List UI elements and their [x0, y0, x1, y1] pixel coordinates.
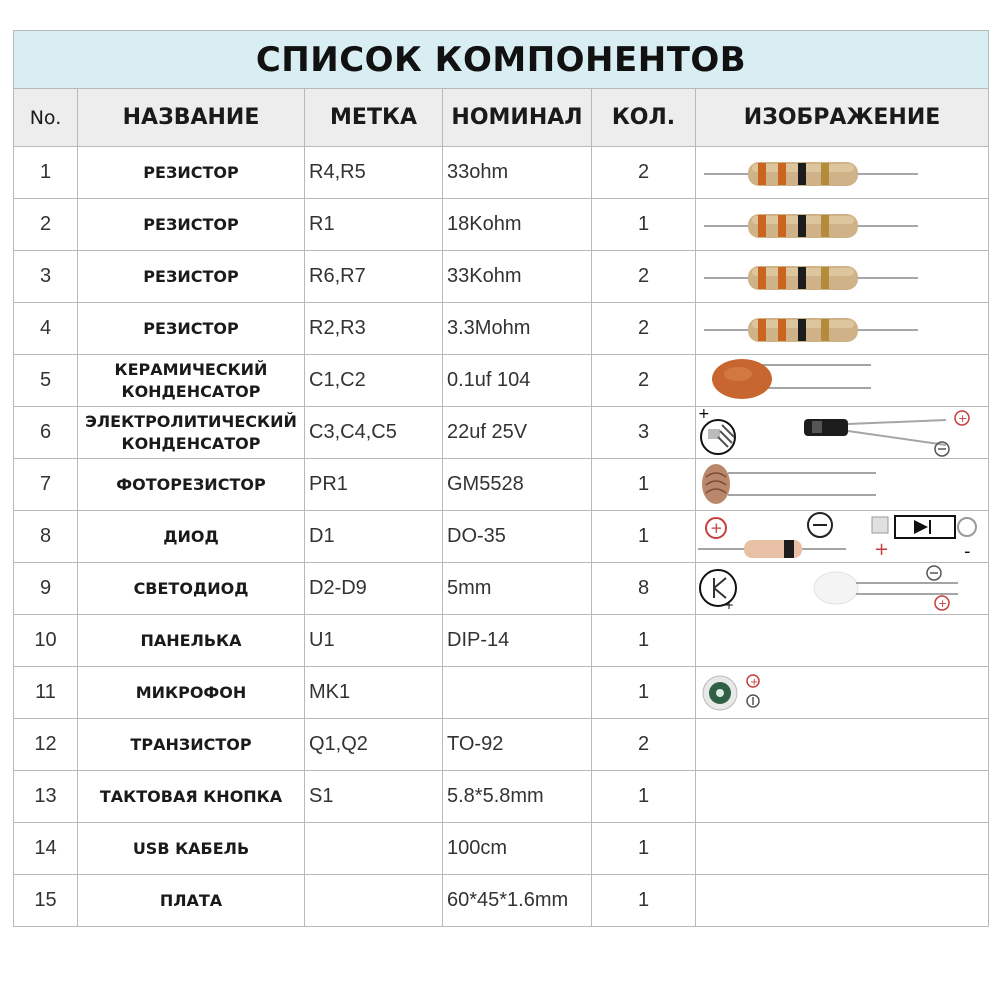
cell-value: 100cm — [443, 823, 592, 875]
cell-name: РЕЗИСТОР — [78, 303, 305, 355]
svg-text:+: + — [710, 519, 723, 537]
cell-value: 3.3Mohm — [443, 303, 592, 355]
svg-text:+: + — [938, 597, 948, 610]
cell-value: DIP-14 — [443, 615, 592, 667]
table-row — [14, 563, 989, 615]
cell-no: 12 — [14, 719, 78, 771]
cell-value: 33Kohm — [443, 251, 592, 303]
component-list — [13, 30, 988, 927]
cell-image — [696, 823, 989, 875]
table-row — [14, 251, 989, 303]
cell-name: МИКРОФОН — [78, 667, 305, 719]
led-icon — [696, 563, 988, 614]
cell-label: D2-D9 — [305, 563, 443, 615]
cell-qty: 1 — [592, 511, 696, 563]
cell-label: R6,R7 — [305, 251, 443, 303]
cell-name: USB КАБЕЛЬ — [78, 823, 305, 875]
cell-name: КЕРАМИЧЕСКИЙ КОНДЕНСАТОР — [78, 355, 305, 407]
cell-image — [696, 667, 989, 719]
cell-name: РЕЗИСТОР — [78, 251, 305, 303]
cell-qty: 1 — [592, 199, 696, 251]
column-header-qty: КОЛ. — [592, 89, 696, 147]
empty-image — [696, 875, 988, 926]
cell-name: РЕЗИСТОР — [78, 199, 305, 251]
cell-no: 14 — [14, 823, 78, 875]
cell-qty: 3 — [592, 407, 696, 459]
cell-qty: 2 — [592, 303, 696, 355]
cell-value: GM5528 — [443, 459, 592, 511]
table-row — [14, 875, 989, 927]
svg-text:+: + — [958, 412, 968, 425]
cell-qty: 2 — [592, 355, 696, 407]
table-row — [14, 667, 989, 719]
table-row — [14, 719, 989, 771]
table-row — [14, 355, 989, 407]
cell-image — [696, 875, 989, 927]
empty-image — [696, 771, 988, 822]
page-title: СПИСОК КОМПОНЕНТОВ — [14, 31, 989, 89]
cell-label: C3,C4,C5 — [305, 407, 443, 459]
cell-image — [696, 459, 989, 511]
empty-image — [696, 615, 988, 666]
cell-qty: 2 — [592, 147, 696, 199]
cell-no: 1 — [14, 147, 78, 199]
title-row — [14, 31, 989, 89]
cell-label: S1 — [305, 771, 443, 823]
cell-image — [696, 771, 989, 823]
cell-label: C1,C2 — [305, 355, 443, 407]
column-header-image: ИЗОБРАЖЕНИЕ — [696, 89, 989, 147]
cell-image — [696, 511, 989, 563]
cell-qty: 8 — [592, 563, 696, 615]
cell-image — [696, 251, 989, 303]
cell-image — [696, 719, 989, 771]
svg-text:+: + — [724, 598, 735, 612]
column-header-label: МЕТКА — [305, 89, 443, 147]
table-row — [14, 771, 989, 823]
cell-name: ДИОД — [78, 511, 305, 563]
cell-image — [696, 563, 989, 615]
table-row — [14, 147, 989, 199]
cell-image — [696, 303, 989, 355]
cell-label: Q1,Q2 — [305, 719, 443, 771]
cell-image — [696, 407, 989, 459]
cell-no: 4 — [14, 303, 78, 355]
cell-qty: 1 — [592, 615, 696, 667]
table-row — [14, 615, 989, 667]
cell-value: DO-35 — [443, 511, 592, 563]
resistor-icon — [696, 147, 988, 198]
cell-name: ЭЛЕКТРОЛИТИЧЕСКИЙ КОНДЕНСАТОР — [78, 407, 305, 459]
cell-label — [305, 823, 443, 875]
microphone-icon — [696, 667, 988, 718]
component-table — [13, 30, 989, 927]
table-row — [14, 407, 989, 459]
cell-image — [696, 147, 989, 199]
cell-no: 15 — [14, 875, 78, 927]
cell-name: ФОТОРЕЗИСТОР — [78, 459, 305, 511]
cell-label — [305, 875, 443, 927]
ceramic-capacitor-icon — [696, 355, 988, 406]
cell-value: 22uf 25V — [443, 407, 592, 459]
cell-no: 2 — [14, 199, 78, 251]
electrolytic-capacitor-icon — [696, 407, 988, 458]
cell-no: 10 — [14, 615, 78, 667]
cell-name: ТРАНЗИСТОР — [78, 719, 305, 771]
cell-qty: 2 — [592, 719, 696, 771]
cell-value: 5.8*5.8mm — [443, 771, 592, 823]
cell-image — [696, 355, 989, 407]
cell-no: 5 — [14, 355, 78, 407]
cell-label: U1 — [305, 615, 443, 667]
table-row — [14, 459, 989, 511]
svg-text:+: + — [698, 407, 710, 422]
cell-name: СВЕТОДИОД — [78, 563, 305, 615]
table-body — [14, 147, 989, 927]
svg-text:+: + — [750, 677, 759, 688]
cell-name: РЕЗИСТОР — [78, 147, 305, 199]
cell-label: D1 — [305, 511, 443, 563]
cell-value: 18Kohm — [443, 199, 592, 251]
cell-no: 13 — [14, 771, 78, 823]
cell-no: 6 — [14, 407, 78, 459]
svg-text:-: - — [964, 541, 971, 562]
cell-label: R1 — [305, 199, 443, 251]
svg-text:+: + — [874, 539, 890, 560]
cell-label: R4,R5 — [305, 147, 443, 199]
cell-label: R2,R3 — [305, 303, 443, 355]
cell-image — [696, 199, 989, 251]
resistor-icon — [696, 251, 988, 302]
cell-name: ПЛАТА — [78, 875, 305, 927]
cell-label: PR1 — [305, 459, 443, 511]
cell-no: 11 — [14, 667, 78, 719]
cell-qty: 1 — [592, 823, 696, 875]
empty-image — [696, 823, 988, 874]
cell-value: 60*45*1.6mm — [443, 875, 592, 927]
cell-value: TO-92 — [443, 719, 592, 771]
table-row — [14, 199, 989, 251]
cell-no: 7 — [14, 459, 78, 511]
cell-value: 5mm — [443, 563, 592, 615]
photoresistor-icon — [696, 459, 988, 510]
cell-qty: 1 — [592, 771, 696, 823]
cell-name: ТАКТОВАЯ КНОПКА — [78, 771, 305, 823]
cell-qty: 2 — [592, 251, 696, 303]
cell-value — [443, 667, 592, 719]
column-header-name: НАЗВАНИЕ — [78, 89, 305, 147]
cell-image — [696, 615, 989, 667]
diode-icon — [696, 511, 988, 562]
cell-qty: 1 — [592, 875, 696, 927]
empty-image — [696, 719, 988, 770]
resistor-icon — [696, 199, 988, 250]
cell-value: 33ohm — [443, 147, 592, 199]
table-row — [14, 511, 989, 563]
cell-qty: 1 — [592, 667, 696, 719]
cell-value: 0.1uf 104 — [443, 355, 592, 407]
cell-name: ПАНЕЛЬКА — [78, 615, 305, 667]
cell-no: 9 — [14, 563, 78, 615]
cell-no: 3 — [14, 251, 78, 303]
column-header-value: НОМИНАЛ — [443, 89, 592, 147]
cell-no: 8 — [14, 511, 78, 563]
cell-qty: 1 — [592, 459, 696, 511]
resistor-icon — [696, 303, 988, 354]
header-row — [14, 89, 989, 147]
column-header-no: No. — [14, 89, 78, 147]
table-row — [14, 823, 989, 875]
cell-label: MK1 — [305, 667, 443, 719]
table-row — [14, 303, 989, 355]
